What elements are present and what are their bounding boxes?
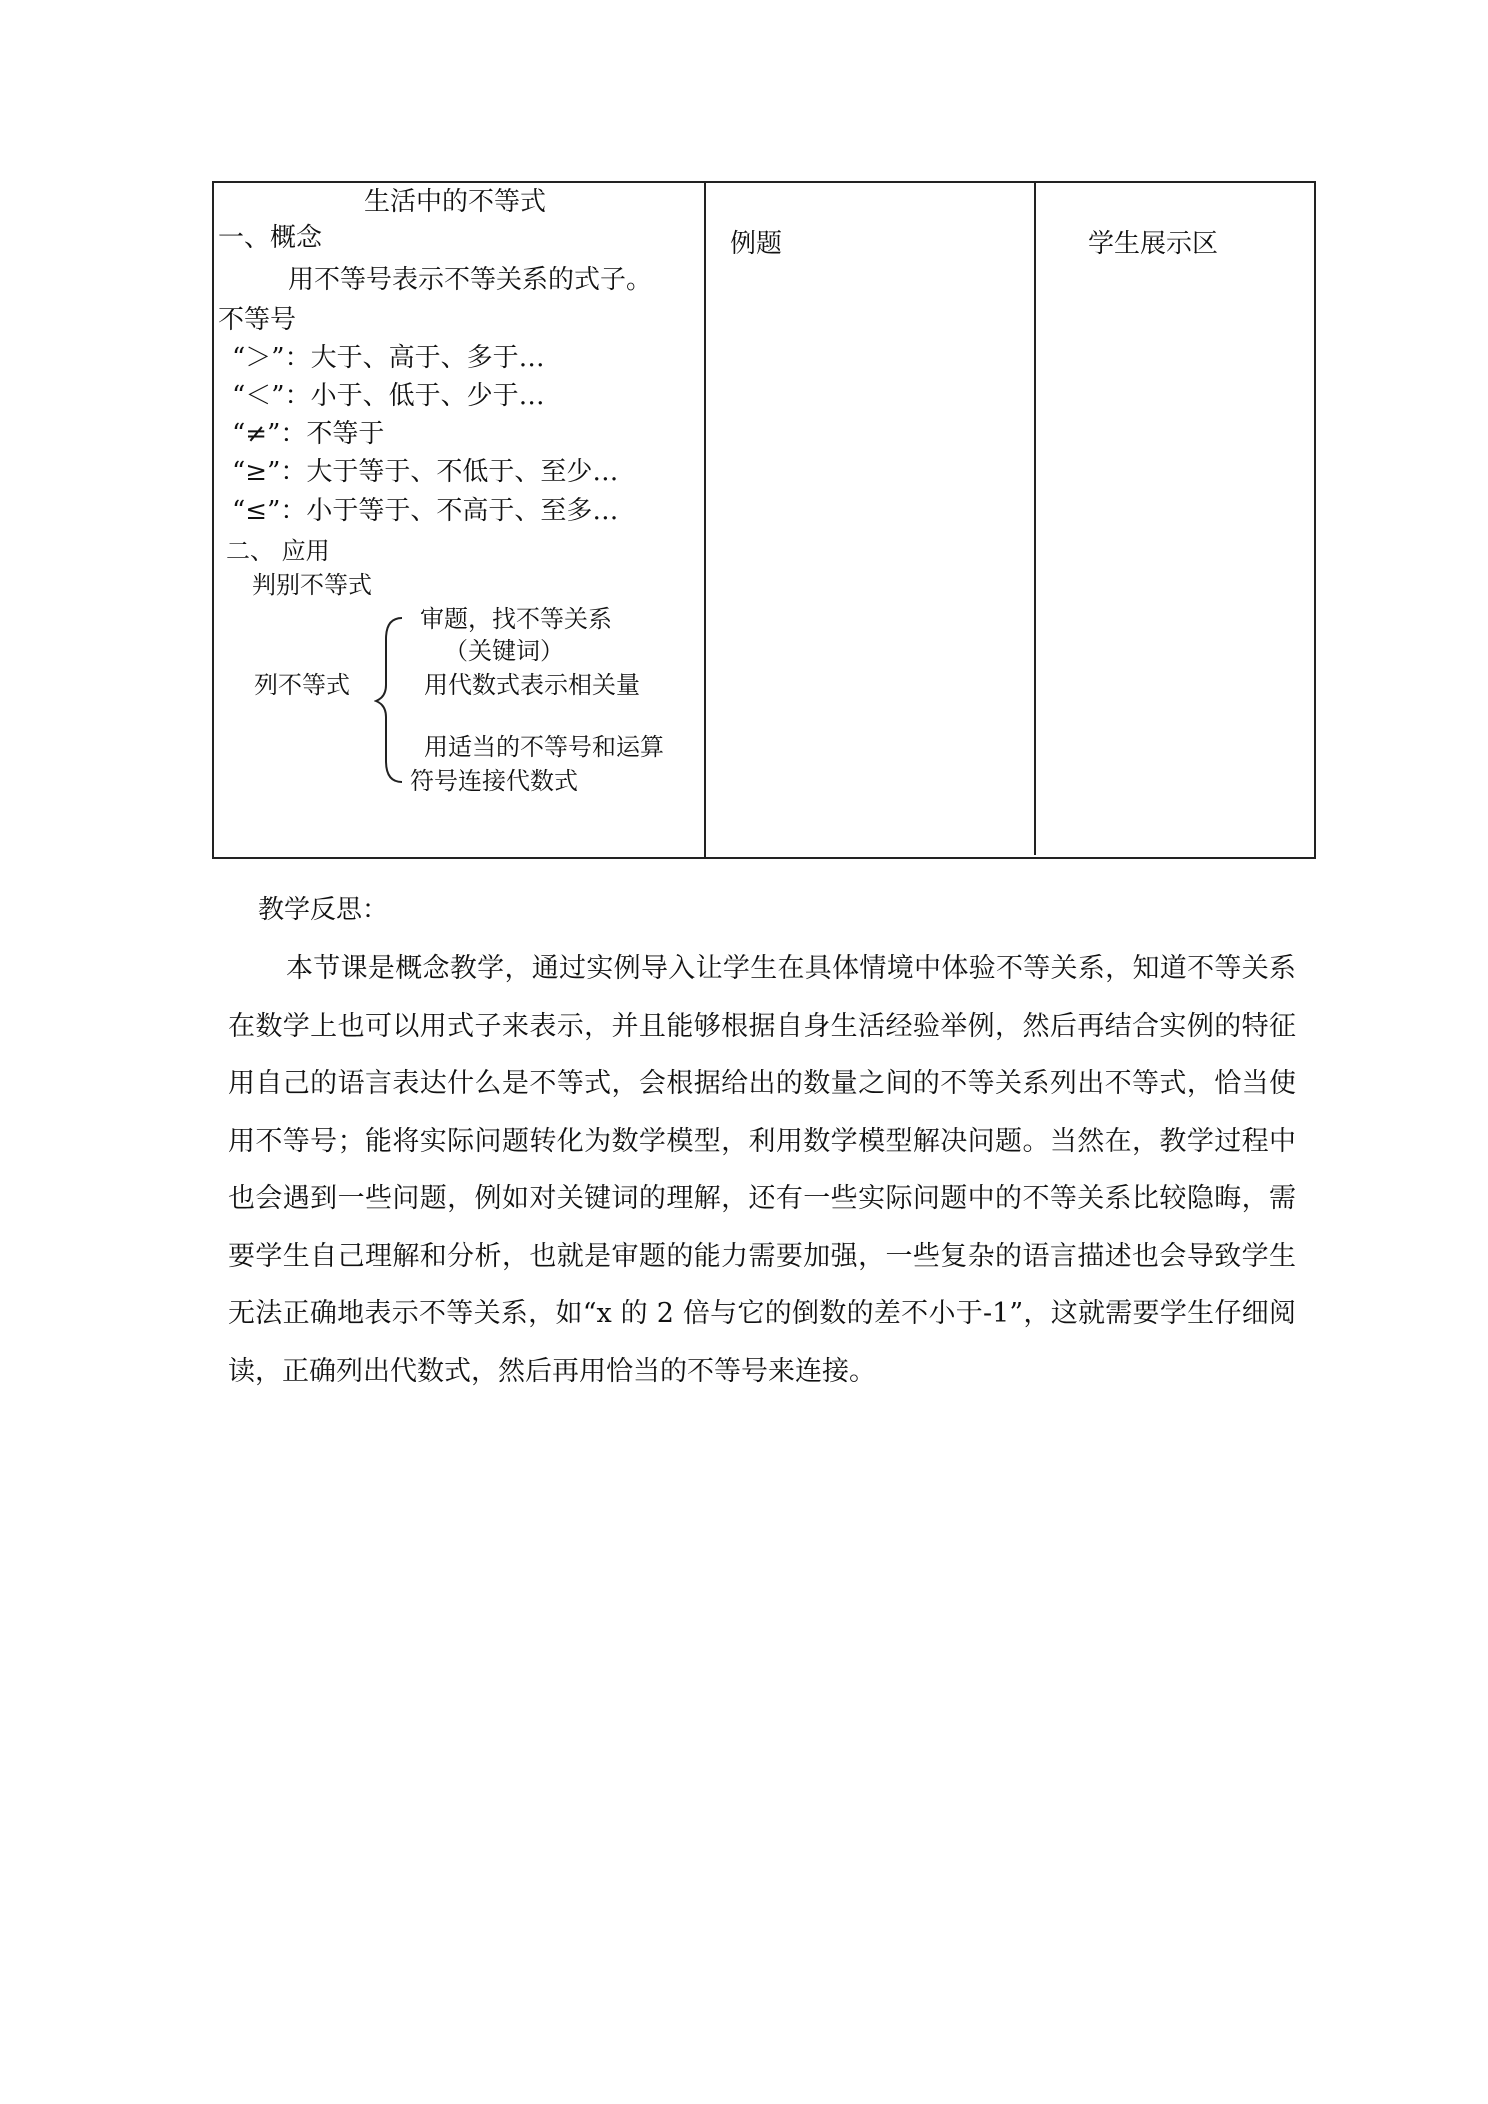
section1-heading: 一、概念 xyxy=(218,223,323,253)
column-divider-2 xyxy=(1034,183,1036,855)
step-review: 审题，找不等关系 xyxy=(420,605,612,633)
symbol-less: “＜”：小于、低于、少于… xyxy=(232,381,545,411)
symbol-greater: “＞”：大于、高于、多于… xyxy=(232,343,545,373)
step-review-note: （关键词） xyxy=(444,637,564,665)
step-connect-line2: 符号连接代数式 xyxy=(410,767,578,795)
blackboard-design-table xyxy=(212,181,1316,859)
step-represent: 用代数式表示相关量 xyxy=(424,671,640,699)
symbols-heading: 不等号 xyxy=(218,305,297,335)
list-inequality-label: 列不等式 xyxy=(254,671,350,699)
symbol-less-equal: “≤”：小于等于、不高于、至多… xyxy=(232,496,619,526)
column-divider-1 xyxy=(704,183,706,857)
reflection-body: 本节课是概念教学，通过实例导入让学生在具体情境中体验不等关系，知道不等关系在数学上也可以用式子来表示，并且能够根据自身生活经验举例，然后再结合实例的特征用自己的语言表达什么是不等式，会根据给出的数量之间的不等关系列出不等式，恰当使用不等号；能将实际问题转化为数学模型，利用数学模型解决问题。当然在，教学过程中也会遇到一些问题，例如对关键词的理解，还有一些实际问题中的不等关系比较隐晦，需要学生自己理解和分析，也就是审题的能力需要加强，一些复杂的语言描述也会导致学生无法正确地表示不等关系，如“x 的 2 倍与它的倒数的差不小于-1”，这就需要学生仔细阅读，正确列出代数式，然后再用恰当的不等号来连接。 xyxy=(228,953,1296,1387)
section2-heading: 二、 应用 xyxy=(226,537,330,565)
student-display-header: 学生展示区 xyxy=(1088,229,1219,259)
judge-inequality: 判别不等式 xyxy=(252,571,372,599)
concept-definition: 用不等号表示不等关系的式子。 xyxy=(288,265,653,295)
reflection-title: 教学反思： xyxy=(258,895,389,925)
board-title: 生活中的不等式 xyxy=(364,187,547,217)
symbol-greater-equal: “≥”：大于等于、不低于、至少… xyxy=(232,457,619,487)
step-connect-line1: 用适当的不等号和运算 xyxy=(424,733,664,761)
examples-header: 例题 xyxy=(730,229,783,259)
brace-icon xyxy=(374,615,404,785)
symbol-not-equal: “≠”：不等于 xyxy=(232,419,385,449)
